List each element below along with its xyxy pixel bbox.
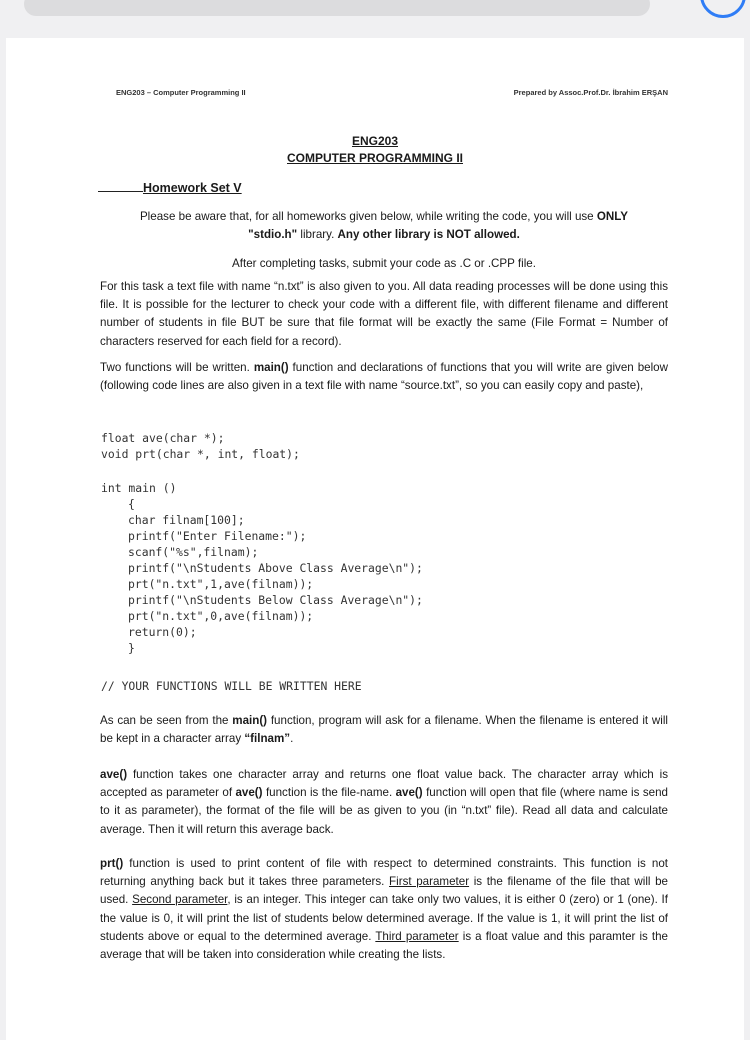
code-line: printf("\nStudents Below Class Average\n");	[128, 593, 423, 607]
ave-explanation: ave() function takes one character array and returns one float value back. The character array which is accepted as parameter of ave() function is the file-name. ave() function will open that file (where name is send to it as parameter), the format of the file will be as given to you (in “n.txt” file). Read all data and calculate average. Then it will return this average back.	[100, 768, 668, 836]
homework-rule	[98, 191, 143, 192]
document-page	[6, 38, 744, 1040]
functions-paragraph: Two functions will be written. main() function and declarations of functions that you will write are given below (following code lines are also given in a text file with name “source.txt”, so you can easily copy and paste),	[100, 361, 668, 393]
code-line: scanf("%s",filnam);	[128, 545, 259, 559]
course-name: COMPUTER PROGRAMMING II	[287, 151, 463, 165]
header-left: ENG203 – Computer Programming II	[116, 88, 246, 97]
code-line: printf("\nStudents Above Class Average\n");	[128, 561, 423, 575]
course-code: ENG203	[351, 134, 399, 148]
code-line: {	[128, 497, 135, 511]
homework-title: Homework Set V	[143, 181, 242, 195]
code-declaration: void prt(char *, int, float);	[101, 447, 300, 461]
code-line: prt("n.txt",1,ave(filnam));	[128, 577, 314, 591]
main-explanation: As can be seen from the main() function, program will ask for a filename. When the filename is entered it will be kept in a character array “filnam”.	[100, 714, 668, 746]
profile-circle-icon[interactable]	[700, 0, 746, 18]
code-line: char filnam[100];	[128, 513, 245, 527]
prt-explanation: prt() function is used to print content of file with respect to determined constraints. This function is not returning anything back but it takes three parameters. First parameter is the filename of the file that will be used. Second parameter, is an integer. This integer can take only two values, it is either 0 (zero) or 1 (one). If the value is 0, it will print the list of students below determined average. If the value is 1, it will print the list of students above or equal to the determined average. Third parameter is a float value and this paramter is the average that will be taken into consideration while creating the lists.	[100, 857, 668, 962]
code-line: prt("n.txt",0,ave(filnam));	[128, 609, 314, 623]
address-bar[interactable]	[24, 0, 650, 16]
library-notice: Please be aware that, for all homeworks given below, while writing the code, you will use ONLY "stdio.h" library. Any other library is NOT allowed.	[139, 210, 629, 242]
code-line: }	[128, 641, 135, 655]
browser-top-bar	[0, 0, 750, 40]
code-line: printf("Enter Filename:");	[128, 529, 307, 543]
code-comment: // YOUR FUNCTIONS WILL BE WRITTEN HERE	[101, 679, 362, 693]
task-paragraph: For this task a text file with name “n.txt” is also given to you. All data reading processes will be done using this file. It is possible for the lecturer to check your code with a different file, with different filename and different number of students in file BUT be sure that file format will be exactly the same (File Format = Number of characters reserved for each field for a record).	[100, 280, 668, 348]
submit-notice: After completing tasks, submit your code as .C or .CPP file.	[232, 257, 536, 270]
code-main-signature: int main ()	[101, 481, 177, 495]
header-right: Prepared by Assoc.Prof.Dr. İbrahim ERŞAN	[513, 88, 668, 97]
code-declaration: float ave(char *);	[101, 431, 225, 445]
code-line: return(0);	[128, 625, 197, 639]
